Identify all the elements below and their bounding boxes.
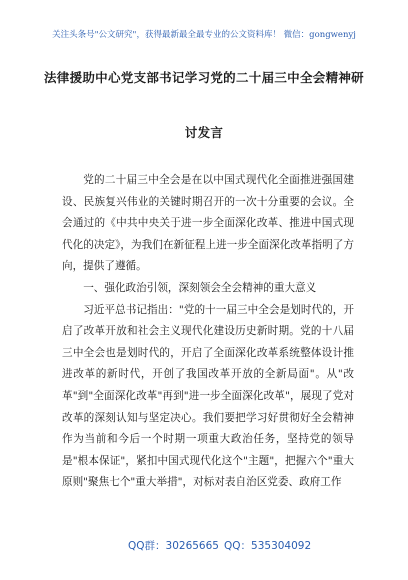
document-body [62, 170, 354, 494]
footer-qq-group: QQ群：30265665 [128, 540, 219, 552]
document-title-line-1: 法律援助中心党支部书记学习党的二十届三中全会精神研 [43, 70, 364, 85]
body-paragraph-section-1: 习近平总书记指出："党的十一届三中全会是划时代的，开启了改革开放和社会主义现代化建设历史新时期。党的十八届三中全会也是划时代的，开启了全面深化改革系统整体设计推进改革的新时代，开创了我国改革开放的全新局面"。从"改革"到"全面深化改革"再到"进一步全面深化改革"，展现了党对改革的深刻认知与坚定决心。我们要把学习好贯彻好全会精神作为当前和今后一个时期一项重大政治任务，坚持党的领导是"根本保证"，紧扣中国式现代化这个"主题"，把握六个"重大原则"聚焦七个"重大举措"，对标对表自治区党委、政府工作 [62, 303, 354, 489]
footer-qq-number: QQ：535304092 [224, 540, 312, 552]
document-title-line-2: 讨发言 [184, 125, 224, 140]
header-promo-note: 关注头条号"公文研究"，获得最新最全最专业的公文资料库！ 微信：gongwenyj [52, 30, 356, 40]
section-heading-1: 一、强化政治引领，深刻领会全会精神的重大意义 [83, 281, 317, 294]
body-paragraph-intro: 党的二十届三中全会是在以中国式现代化全面推进强国建设、民族复兴伟业的关键时期召开的一次十分重要的会议。全会通过的《中共中央关于进一步全面深化改革、推进中国式现代化的决定》，为我们在新征程上进一步全面深化改革指明了方向，提供了遵循。 [62, 174, 354, 273]
